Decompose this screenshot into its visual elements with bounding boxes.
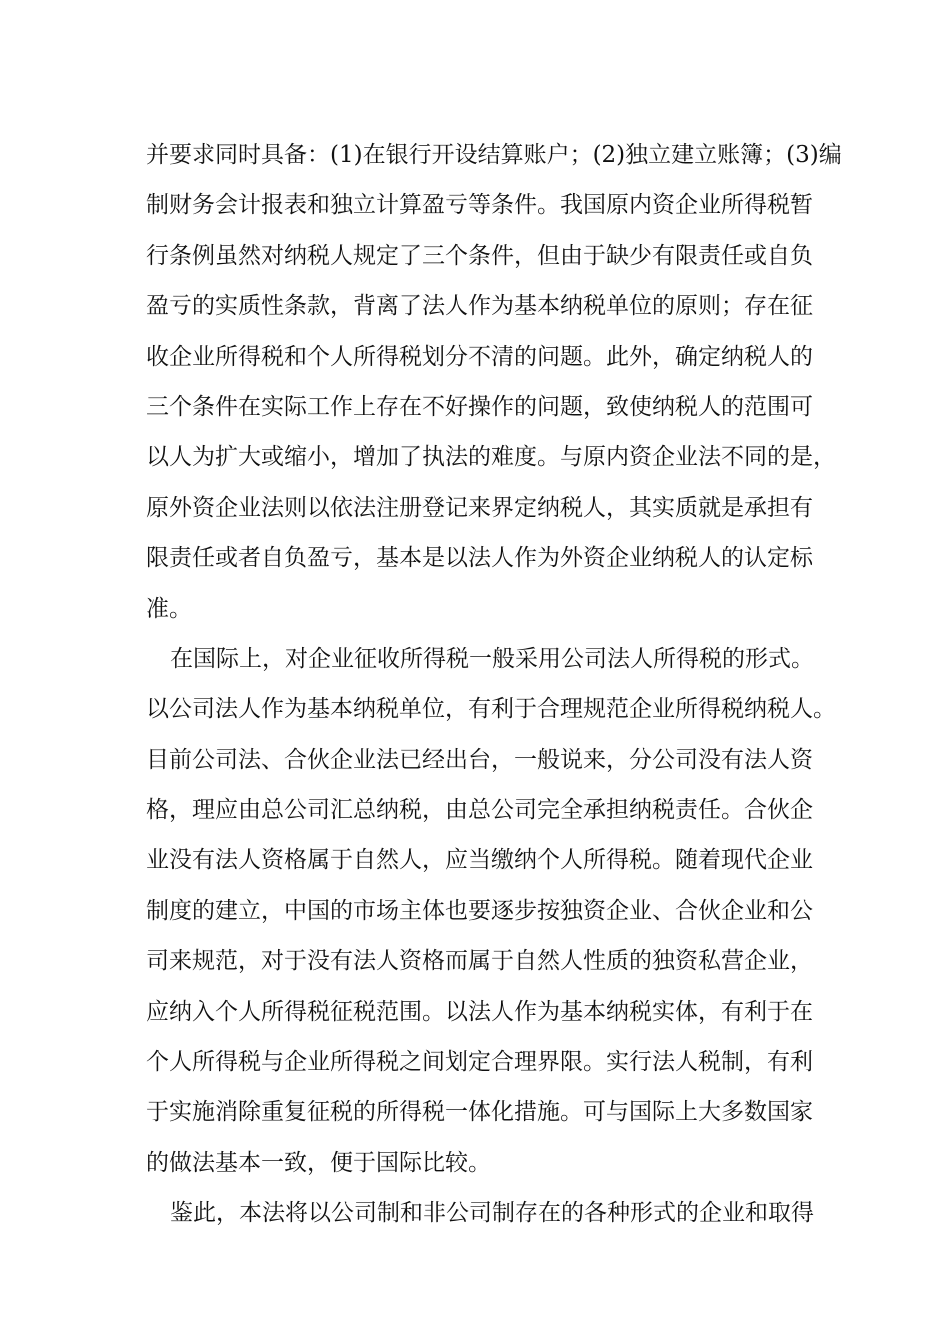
text-line: 以公司法人作为基本纳税单位，有利于合理规范企业所得税纳税人。 — [146, 696, 836, 723]
text-line: 于实施消除重复征税的所得税一体化措施。可与国际上大多数国家 — [146, 1099, 813, 1126]
text-line: 准。 — [146, 595, 192, 622]
text-line: 业没有法人资格属于自然人，应当缴纳个人所得税。随着现代企业 — [146, 847, 813, 874]
text-line: 制财务会计报表和独立计算盈亏等条件。我国原内资企业所得税暂 — [146, 192, 813, 219]
text-line: 并要求同时具备：(1)在银行开设结算账户；(2)独立建立账簿；(3)编 — [146, 142, 842, 168]
text-line: 三个条件在实际工作上存在不好操作的问题，致使纳税人的范围可 — [146, 393, 813, 420]
text-line: 原外资企业法则以依法注册登记来界定纳税人，其实质就是承担有 — [146, 494, 813, 521]
text-line: 以人为扩大或缩小，增加了执法的难度。与原内资企业法不同的是， — [146, 444, 836, 471]
text-line: 盈亏的实质性条款，背离了法人作为基本纳税单位的原则；存在征 — [146, 293, 813, 320]
text-line: 限责任或者自负盈亏，基本是以法人作为外资企业纳税人的认定标 — [146, 545, 813, 572]
text-line: 鉴此，本法将以公司制和非公司制存在的各种形式的企业和取得 — [170, 1200, 814, 1227]
paragraph-3 — [146, 1188, 821, 1238]
text-line: 的做法基本一致，便于国际比较。 — [146, 1149, 491, 1176]
text-line: 行条例虽然对纳税人规定了三个条件，但由于缺少有限责任或自负 — [146, 242, 813, 269]
text-line: 格，理应由总公司汇总纳税，由总公司完全承担纳税责任。合伙企 — [146, 797, 813, 824]
text-line: 司来规范，对于没有法人资格而属于自然人性质的独资私营企业， — [146, 948, 813, 975]
paragraph-2 — [146, 634, 836, 1188]
text-line: 应纳入个人所得税征税范围。以法人作为基本纳税实体，有利于在 — [146, 998, 813, 1025]
paragraph-1 — [146, 130, 842, 634]
text-line: 个人所得税与企业所得税之间划定合理界限。实行法人税制，有利 — [146, 1049, 813, 1076]
body-text — [146, 130, 842, 1239]
text-line: 在国际上，对企业征收所得税一般采用公司法人所得税的形式。 — [170, 645, 814, 672]
text-line: 目前公司法、合伙企业法已经出台，一般说来，分公司没有法人资 — [146, 746, 813, 773]
text-line: 收企业所得税和个人所得税划分不清的问题。此外，确定纳税人的 — [146, 343, 813, 370]
text-line: 制度的建立，中国的市场主体也要逐步按独资企业、合伙企业和公 — [146, 897, 813, 924]
